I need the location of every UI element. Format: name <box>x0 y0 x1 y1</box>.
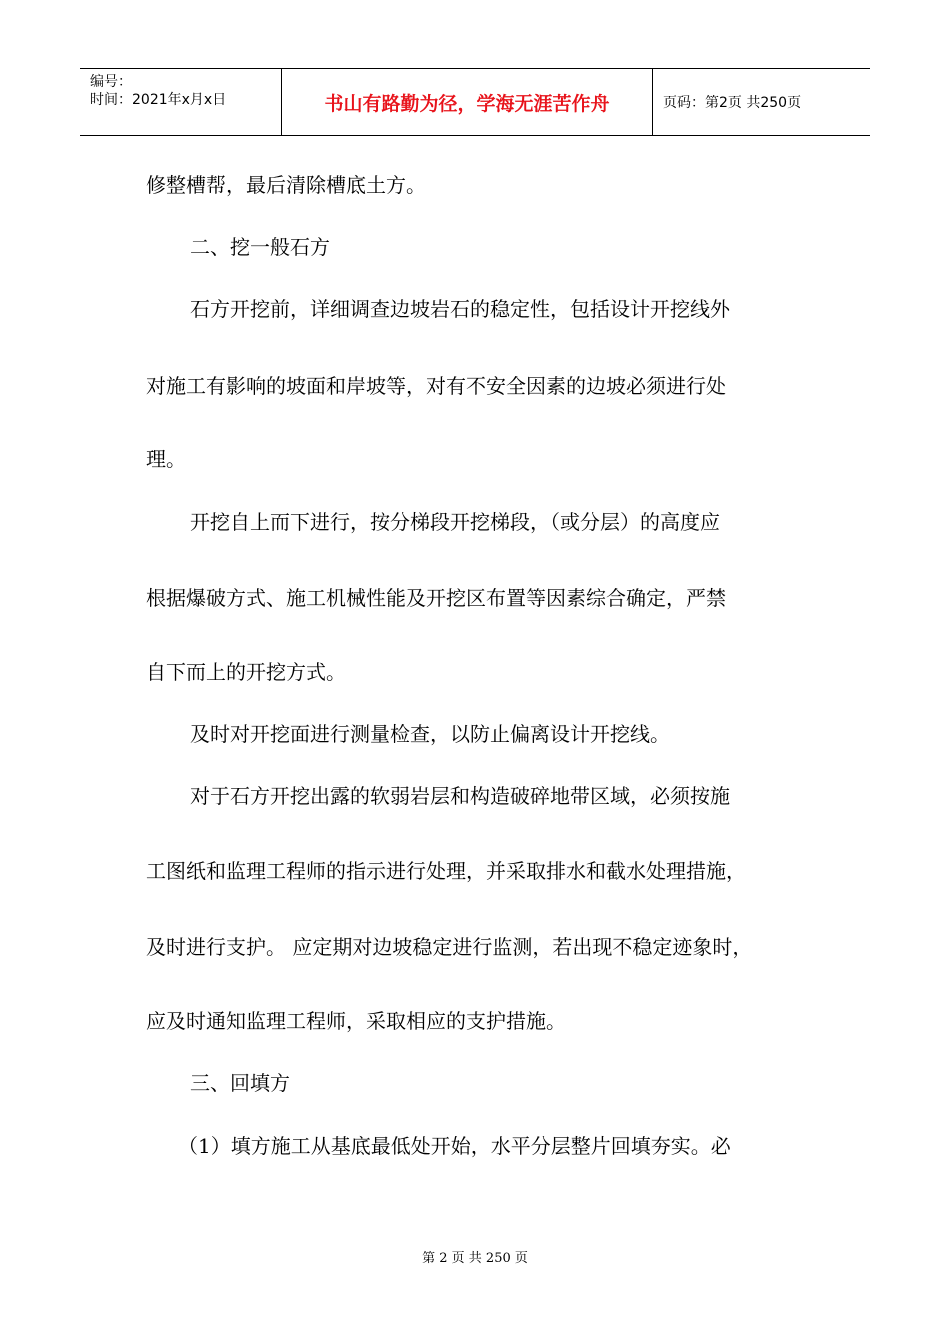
body-line-15: （1）填方施工从基底最低处开始，水平分层整片回填夯实。必 <box>178 1134 731 1158</box>
body-line-1: 修整槽帮，最后清除槽底土方。 <box>146 173 426 197</box>
body-line-7: 根据爆破方式、施工机械性能及开挖区布置等因素综合确定，严禁 <box>146 586 726 610</box>
header-page-info: 页码：第2页 共250页 <box>663 95 802 111</box>
body-line-11: 工图纸和监理工程师的指示进行处理，并采取排水和截水处理措施， <box>146 859 746 883</box>
body-line-10: 对于石方开挖出露的软弱岩层和构造破碎地带区域，必须按施 <box>190 784 730 808</box>
header-number-label: 编号： <box>90 74 132 90</box>
page-header <box>80 68 870 136</box>
header-meta <box>80 69 282 135</box>
page-footer: 第 2 页 共 250 页 <box>422 1251 528 1266</box>
body-line-13: 应及时通知监理工程师，采取相应的支护措施。 <box>146 1009 566 1033</box>
body-line-8: 自下而上的开挖方式。 <box>146 660 346 684</box>
body-line-12: 及时进行支护。 应定期对边坡稳定进行监测，若出现不稳定迹象时， <box>146 935 753 959</box>
section-heading-3: 三、回填方 <box>190 1071 290 1095</box>
body-line-9: 及时对开挖面进行测量检查，以防止偏离设计开挖线。 <box>190 722 670 746</box>
section-heading-2: 二、挖一般石方 <box>190 235 330 259</box>
body-line-6: 开挖自上而下进行，按分梯段开挖梯段，（或分层）的高度应 <box>190 510 720 534</box>
header-time-label: 时间：2021年x月x日 <box>90 92 227 108</box>
body-line-4: 对施工有影响的坡面和岸坡等，对有不安全因素的边坡必须进行处 <box>146 374 726 398</box>
body-line-3: 石方开挖前，详细调查边坡岩石的稳定性，包括设计开挖线外 <box>190 297 730 321</box>
header-motto: 书山有路勤为径，学海无涯苦作舟 <box>282 69 653 135</box>
body-line-5: 理。 <box>146 447 186 471</box>
